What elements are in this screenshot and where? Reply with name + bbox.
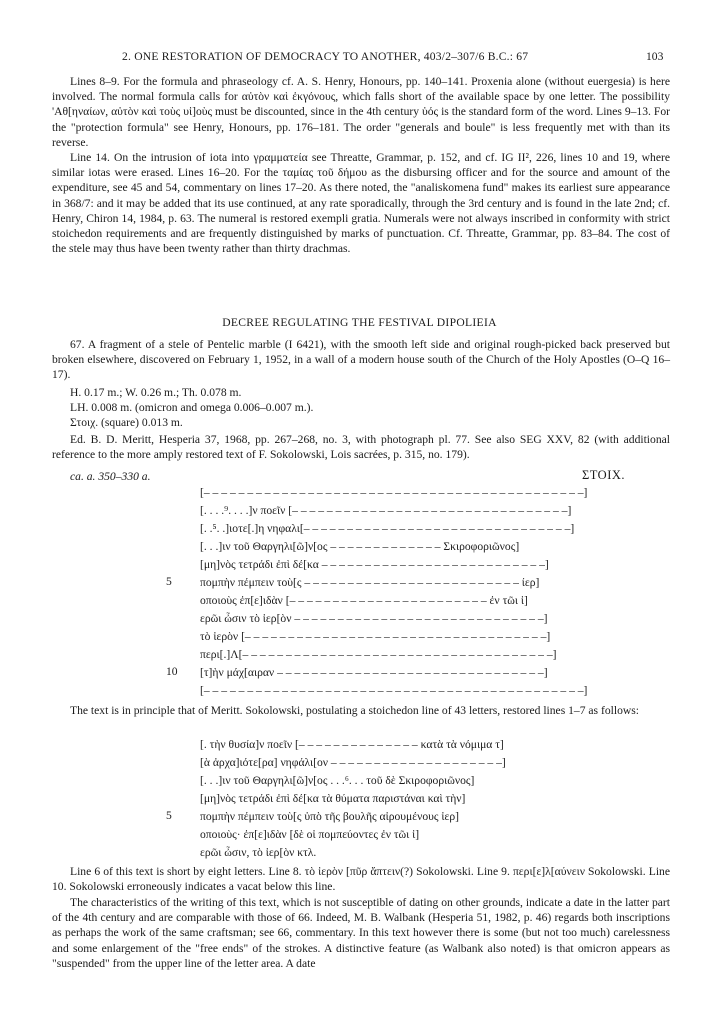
measurement-letter-height: LH. 0.008 m. (omicron and omega 0.006–0.007 m.).	[70, 401, 314, 414]
line-number: 5	[166, 575, 172, 588]
restoration-line: οποιοὺς· ἐπ[ε]ιδὰν [δὲ οἱ πομπεύοντες ἐν τῶι ἱ]	[200, 828, 420, 841]
inscription-line: πομπὴν πέμπειν τοὺ[ς – – – – – – – – – – – – – – – – – – – – – – – – – ίερ]	[200, 576, 540, 589]
restoration-line: [. τὴν θυσία]ν ποεῖν [– – – – – – – – – – – – – – κατὰ τὰ νόμιμα τ]	[200, 738, 504, 751]
commentary-paragraph-lines-8-9: Lines 8–9. For the formula and phraseology cf. A. S. Henry, Honours, pp. 140–141. Proxenia alone (without euergesia) is here involved. The normal formula calls for αὐτὸν καὶ ἐκγόνους, which falls short of the available space by one letter. The possibility 'Αθ[ηναίων, αὐτὸν καὶ τοὺς υἱ]οὺς must be discounted, since in the 4th century ὑός is the standard form of the word. Lines 9–13. For the "protection formula" see Henry, Honours, pp. 176–181. The order "generals and boule" is less frequently met with than its reverse.	[52, 75, 670, 149]
line-number: 10	[166, 665, 178, 678]
inscription-line: [– – – – – – – – – – – – – – – – – – – – – – – – – – – – – – – – – – – – – – – – – – – –]	[200, 684, 588, 697]
measurement-dimensions: H. 0.17 m.; W. 0.26 m.; Th. 0.078 m.	[70, 386, 242, 399]
restoration-intro: The text is in principle that of Meritt. Sokolowski, postulating a stoichedon line of 43 letters, restored lines 1–7 as follows:	[70, 704, 639, 717]
inscription-line: τὸ ἱερὸν [– – – – – – – – – – – – – – – – – – – – – – – – – – – – – – – – – – –]	[200, 630, 551, 643]
entry-description: 67. A fragment of a stele of Pentelic marble (I 6421), with the smooth left side and original rough-picked back preserved but broken elsewhere, discovered on February 1, 1952, in a wall of a modern house south of the Church of the Holy Apostles (O–Q 16–17).	[52, 338, 670, 382]
commentary-dating: The characteristics of the writing of this text, which is not susceptible of dating on other grounds, indicate a date in the latter part of the 4th century and are comparable with those of 66. Indeed, M. B. Walbank (Hesperia 51, 1982, p. 46) regards both inscriptions as perhaps the work of the same craftsman; see 66, commentary. In this text however there is some (but not too much) carelessness and some enlargement of the "free ends" of the strokes. A distinctive feature (as Walbank also noted) is that omicron appears as "suspended" from the upper line of the letter area. A date	[52, 896, 670, 970]
restoration-line: πομπὴν πέμπειν τοὺ[ς ὑπὸ τῆς βουλῆς αἱρουμένους ἱερ]	[200, 810, 460, 823]
inscription-line: [. . .]ιν τοῦ Θαργηλι[ῶ]ν[ος – – – – – – – – – – – – – Σκιροφοριῶνος]	[200, 540, 520, 553]
restoration-line: [μη]νὸς τετράδι ἐπὶ δέ[κα τὰ θύματα παριστάναι καὶ τὴν]	[200, 792, 466, 805]
measurement-stoichedon: Στοιχ. (square) 0.013 m.	[70, 416, 183, 429]
stoich-label: ΣΤΟΙΧ.	[582, 468, 626, 482]
inscription-line: [. .⁵. .]ιοτε[.]η νηφαλι[– – – – – – – – – – – – – – – – – – – – – – – – – – – – – – –]	[200, 522, 575, 535]
section-heading: DECREE REGULATING THE FESTIVAL DIPOLIEIA	[222, 316, 497, 329]
restoration-line: [ὰ ἀρχα]ιότε[ρα] νηφάλι[ον – – – – – – – – – – – – – – – – – – – –]	[200, 756, 506, 769]
inscription-line: περι[.]Λ[– – – – – – – – – – – – – – – – – – – – – – – – – – – – – – – – – – – –]	[200, 648, 557, 661]
commentary-paragraph-line-14: Line 14. On the intrusion of iota into γραμματεία see Threatte, Grammar, p. 152, and cf. IG II², 226, lines 10 and 19, where similar iotas were erased. Lines 16–20. For the ταμίας τοῦ δήμου as the disbursing officer and for the source and amount of the expenditure, see 45 and 54, commentary on lines 17–20. As there noted, the "analiskomena fund" makes its earliest sure appearance in 368/7: and it may be added that its use continued, at any rate sporadically, through the 3rd century and is found in the late 2nd; cf. Henry, Chiron 14, 1984, p. 63. The numeral is restored exempli gratia. Numerals were not always inscribed in conformity with strict stoichedon requirements and are frequently distinguished by marks of punctuation. Cf. Threatte, Grammar, pp. 83–84. The cost of the stele may thus have been twenty rather than thirty drachmas.	[52, 151, 670, 256]
commentary-line-notes: Line 6 of this text is short by eight letters. Line 8. τὸ ἱερὸν [πῦρ ἅπτειν(?) Sokolowski. Line 9. περι[ε]λ[αύνειν Sokolowski. Line 10. Sokolowski erroneously indicates a vacat below this line.	[52, 865, 670, 894]
inscription-line: [. . . .⁹. . . .]ν ποεῖν [– – – – – – – – – – – – – – – – – – – – – – – – – – – – – – – –]	[200, 504, 572, 517]
bibliography: Ed. B. D. Meritt, Hesperia 37, 1968, pp. 267–268, no. 3, with photograph pl. 77. See also SEG XXV, 82 (with additional reference to the more amply restored text of F. Sokolowski, Lois sacrées, p. 315, no. 179).	[52, 433, 670, 462]
inscription-line: [τ]ὴν μάχ[αιραν – – – – – – – – – – – – – – – – – – – – – – – – – – – – – – –]	[200, 666, 548, 679]
inscription-line: [– – – – – – – – – – – – – – – – – – – – – – – – – – – – – – – – – – – – – – – – – – – –]	[200, 486, 588, 499]
date-label: ca. a. 350–330 a.	[70, 470, 151, 483]
restoration-line: [. . .]ιν τοῦ Θαργηλι[ῶ]ν[ος . . .⁶. . . τοῦ δὲ Σκιροφοριῶνος]	[200, 774, 475, 787]
running-head: 2. ONE RESTORATION OF DEMOCRACY TO ANOTHER, 403/2–307/6 B.C.: 67	[122, 50, 529, 63]
inscription-line: ερῶι ὦσιν τὸ ἱερ[ὸν – – – – – – – – – – – – – – – – – – – – – – – – – – – – –]	[200, 612, 548, 625]
inscription-line: [μη]νὸς τετράδι ἐπὶ δέ[κα – – – – – – – – – – – – – – – – – – – – – – – – – –]	[200, 558, 549, 571]
inscription-line: οποιοὺς ἐπ[ε]ιδὰν [– – – – – – – – – – – – – – – – – – – – – – – ἐν τῶι ἱ]	[200, 594, 528, 607]
page-number: 103	[646, 50, 664, 63]
line-number: 5	[166, 809, 172, 822]
restoration-line: ερῶι ὦσιν, τὸ ἱερ[ὸν κτλ.	[200, 846, 317, 859]
